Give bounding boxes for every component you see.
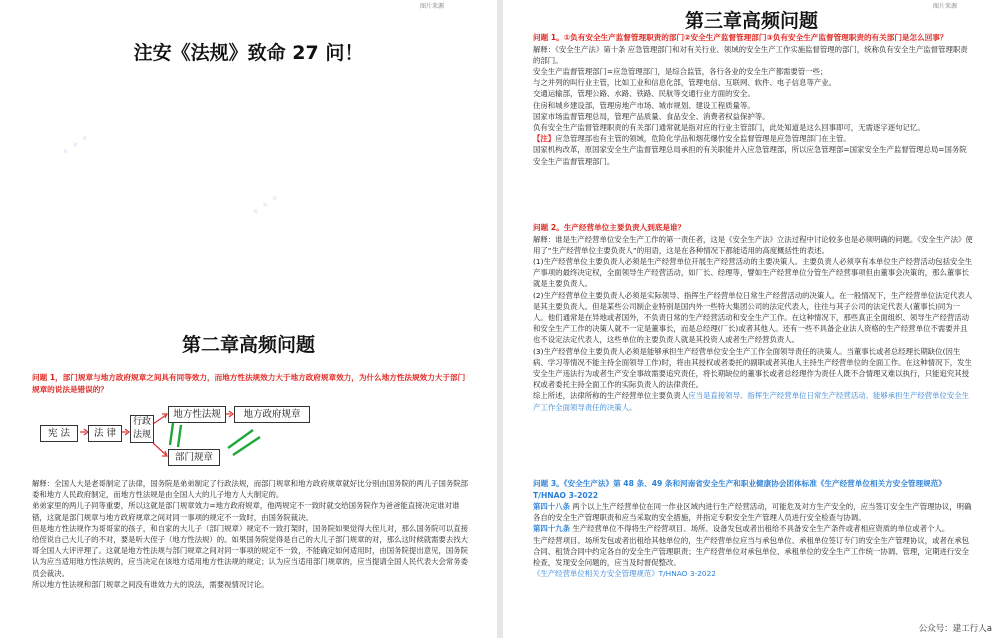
explanation-para: 但是地方性法规作为哥哥家的孩子，和自家的大儿子（部门规章）规定不一致打架时，国务院如果觉得大侄儿对，那么国务院可以直接给侄说自己大儿子的不对，要是听大侄子（地方性法规）的。如果国务院觉得是自己的大儿子部门规章的对，那么这时候就需要去找大哥全国人大评评理了。这就是地方性法规与部门规章之间对同一事项的规定不一致，不能确定如何适用时，由国务院提出意见，国务院认为应当适用地方性法规的，应当决定在该地方适用地方性法规的规定；认为应当适用部门规章的，应当提请全国人民代表大会常务委员会裁决。 xyxy=(32,523,469,578)
summary-line xyxy=(533,390,973,412)
summary-blue: 应当是直接领导、指挥生产经营单位日常生产经营活动、能够承担生产经营单位安全生产工作全面领导责任的决策人。 xyxy=(533,391,970,412)
question-title: 问题 1。①负有安全生产监督管理职责的部门②安全生产监督管理部门③负有安全生产监督管理职责的有关部门是怎么回事？ xyxy=(533,33,948,42)
note-line xyxy=(533,133,973,144)
answer-line: 国家市场监督管理总局，管理产品质量、食品安全、消费者权益保护等。 xyxy=(533,111,770,121)
box-dept-rule: 部门规章 xyxy=(168,449,220,466)
standard-reference: 《生产经营单位相关方安全管理规范》T/HNAO 3-2022 xyxy=(533,569,717,579)
article-48-text: 两个以上生产经营单位在同一作业区域内进行生产经营活动，可能危及对方生产安全的，应当签订安全生产管理协议，明确各自的安全生产管理职责和应当采取的安全措施，并指定专职安全生产管理人员进行安全检查与协调。 xyxy=(533,502,972,523)
explanation-para: 解释：全国人大是老哥制定了法律，国务院是弟弟制定了行政法规，而部门规章和地方政府规章就好比分别由国务院的两儿子国务院部委和地方人民政府制定，而地方性法规是由全国人大的儿子地方人大制定的。 xyxy=(32,479,469,500)
right-page xyxy=(503,0,1000,638)
summary-black: 综上所述，法律所称的生产经营单位主要负责人 xyxy=(533,391,689,401)
box-local-gov-rule: 地方政府规章 xyxy=(234,406,310,423)
note-line: 国家机构改革，原国家安全生产监督管理总局承担的有关职能并入应急管理部，所以应急管理部=国家安全生产监督管理总局=国务院安全生产监督管理部门。 xyxy=(533,145,967,166)
question-3 xyxy=(533,478,973,579)
header-stamp: 图片来源 xyxy=(420,3,445,10)
header-stamp: 图片来源 xyxy=(933,3,958,10)
answer-para: (2)生产经营单位主要负责人必须是实际领导、指挥生产经营单位日常生产经营活动的决策人。在一般情况下，生产经营单位法定代表人是其主要负责人。但是某些公司制企业特别是国内外一些特大集团公司的法定代表人，往往与其子公司的法定代表人(董事长)同为一人。他们通常是在异地或者国外，不负责日常的生产经营活动和安全生产工作。在这种情况下，那些真正全面组织、领导生产经营活动和安全生产工作的决策人就不一定是董事长，而是总经理(厂长)或者其他人。还有一些不具备企业法人资格的生产经营单位不需要并且也不设定法定代表人，这些单位的主要负责人就是其投资人或者生产经营负责人。 xyxy=(533,290,973,345)
article-49-text: 生产经营单位不得将生产经营项目、场所、设备发包或者出租给不具备安全生产条件或者相应资质的单位或者个人。 xyxy=(572,524,950,534)
article-49-label: 第四十九条 xyxy=(533,524,570,534)
chapter-title: 第二章高频问题 xyxy=(181,334,315,356)
answer-line: 与之并列的叫行业主管，比如工业和信息化部，管理电信、互联网、软件、电子信息等产业。 xyxy=(533,78,837,88)
box-local-regulation: 地方性法规 xyxy=(168,406,226,423)
explanation-para: 所以地方性法规和部门规章之间没有谁效力大的说法，需要视情况讨论。 xyxy=(32,579,269,589)
answer-line: 住房和城乡建设部，管理房地产市场、城市规划、建设工程质量等。 xyxy=(533,100,755,110)
article-49 xyxy=(533,523,973,534)
answer-line: 安全生产监督管理部门=应急管理部门，是综合监管，各行各业的安全生产都需要管一些； xyxy=(533,66,828,76)
answer-para: (3)生产经营单位主要负责人必须是能够承担生产经营单位安全生产工作全面领导责任的决策人。当董事长或者总经理长期缺位(因生病、学习等情况不能主持全面领导工作)时，将由其授权或者委托的副职或者其他人主持生产经营单位的全面工作。在这种情况下，发生安全生产违法行为或者生产安全事故需要追究责任，将长期缺位的董事长或者总经理作为责任人既不合情理又难以执行，只能追究其授权或者委托主持全面工作的实际负责人的法律责任。 xyxy=(533,346,972,390)
watermark: ✦ ✦ ✦ xyxy=(59,131,92,160)
answer-line: 负有安全生产监督管理职责的有关部门通常就是指对应的行业主管部门，此处知道是这么回事即可，无需逐字逐句记忆。 xyxy=(533,122,925,132)
article-48 xyxy=(533,501,973,523)
law-hierarchy-diagram xyxy=(38,405,338,467)
question-text: 问题 1，部门规章与地方政府规章之间具有同等效力，而地方性法规效力大于地方政府规章效力，为什么地方性法规效力大于部门规章的说法是错误的？ xyxy=(32,373,466,394)
question-2 xyxy=(533,222,973,413)
article-48-label: 第四十八条 xyxy=(533,502,570,511)
note-text: 应急管理部也有主管的领域，危险化学品和烟花爆竹安全监督管理是应急管理部门在主管。 xyxy=(555,134,851,144)
footer-account: 公众号：建工行人a xyxy=(918,624,992,634)
doc-title: 注安《法规》致命 27 问！ xyxy=(133,42,364,64)
note-label: 【注】 xyxy=(533,134,556,144)
question-1 xyxy=(32,372,472,395)
answer-line: 交通运输部，管理公路、水路、铁路、民航等交通行业方面的安全。 xyxy=(533,89,755,99)
answer-para: 解释：谁是生产经营单位安全生产工作的第一责任者，这是《安全生产法》立法过程中讨论较多也是必须明确的问题。《安全生产法》使用了“生产经营单位主要负责人”的用语，这是在各种情况下都能适用的高度概括性的表述。 xyxy=(533,234,973,255)
watermark: ✦ ✦ ✦ xyxy=(249,191,282,220)
question-title: 问题 3。《安全生产法》第 48 条、49 条和河南省安全生产和职业健康协会团体标准《生产经营单位相关方安全管理规范》T/HNAO 3-2022 xyxy=(533,479,946,500)
explanation-block xyxy=(32,478,472,590)
box-admin-regulation: 行政法规 xyxy=(130,415,154,443)
question-title: 问题 2。生产经营单位主要负责人到底是谁？ xyxy=(533,223,686,232)
explanation-para: 弟弟家里的两儿子同等重要，所以这就是部门规章效力=地方政府规章，他两规定不一致时就交给国务院作为爸爸能直接决定谁对谁错，这就是部门规章与地方政府规章之间对同一事项的规定不一致时，由国务院裁决。 xyxy=(32,501,460,522)
question-1 xyxy=(533,32,973,167)
answer-line: 解释：《安全生产法》第十条 应急管理部门和对有关行业、领域的安全生产工作实施监督管理的部门，统称负有安全生产监督管理职责的部门。 xyxy=(533,44,968,65)
left-page xyxy=(0,0,497,638)
box-statute: 法 律 xyxy=(88,425,122,442)
box-constitution: 宪 法 xyxy=(40,425,78,442)
chapter-title: 第三章高频问题 xyxy=(684,10,818,32)
article-49-b: 生产经营项目、场所发包或者出租给其他单位的，生产经营单位应当与承包单位、承租单位签订专门的安全生产管理协议，或者在承包合同、租赁合同中约定各自的安全生产管理职责；生产经营单位对承包单位、承租单位的安全生产工作统一协调、管理，定期进行安全检查，发现安全问题的，应当及时督促整改。 xyxy=(533,535,970,568)
answer-para: (1)生产经营单位主要负责人必须是生产经营单位开展生产经营活动的主要决策人。主要负责人必须享有本单位生产经营活动包括安全生产事项的最终决定权，全面领导生产经营活动，如厂长、经理等，譬如生产经营单位分管生产经营事项但由董事会决策的，那么董事长就是主要负责人。 xyxy=(533,256,973,289)
